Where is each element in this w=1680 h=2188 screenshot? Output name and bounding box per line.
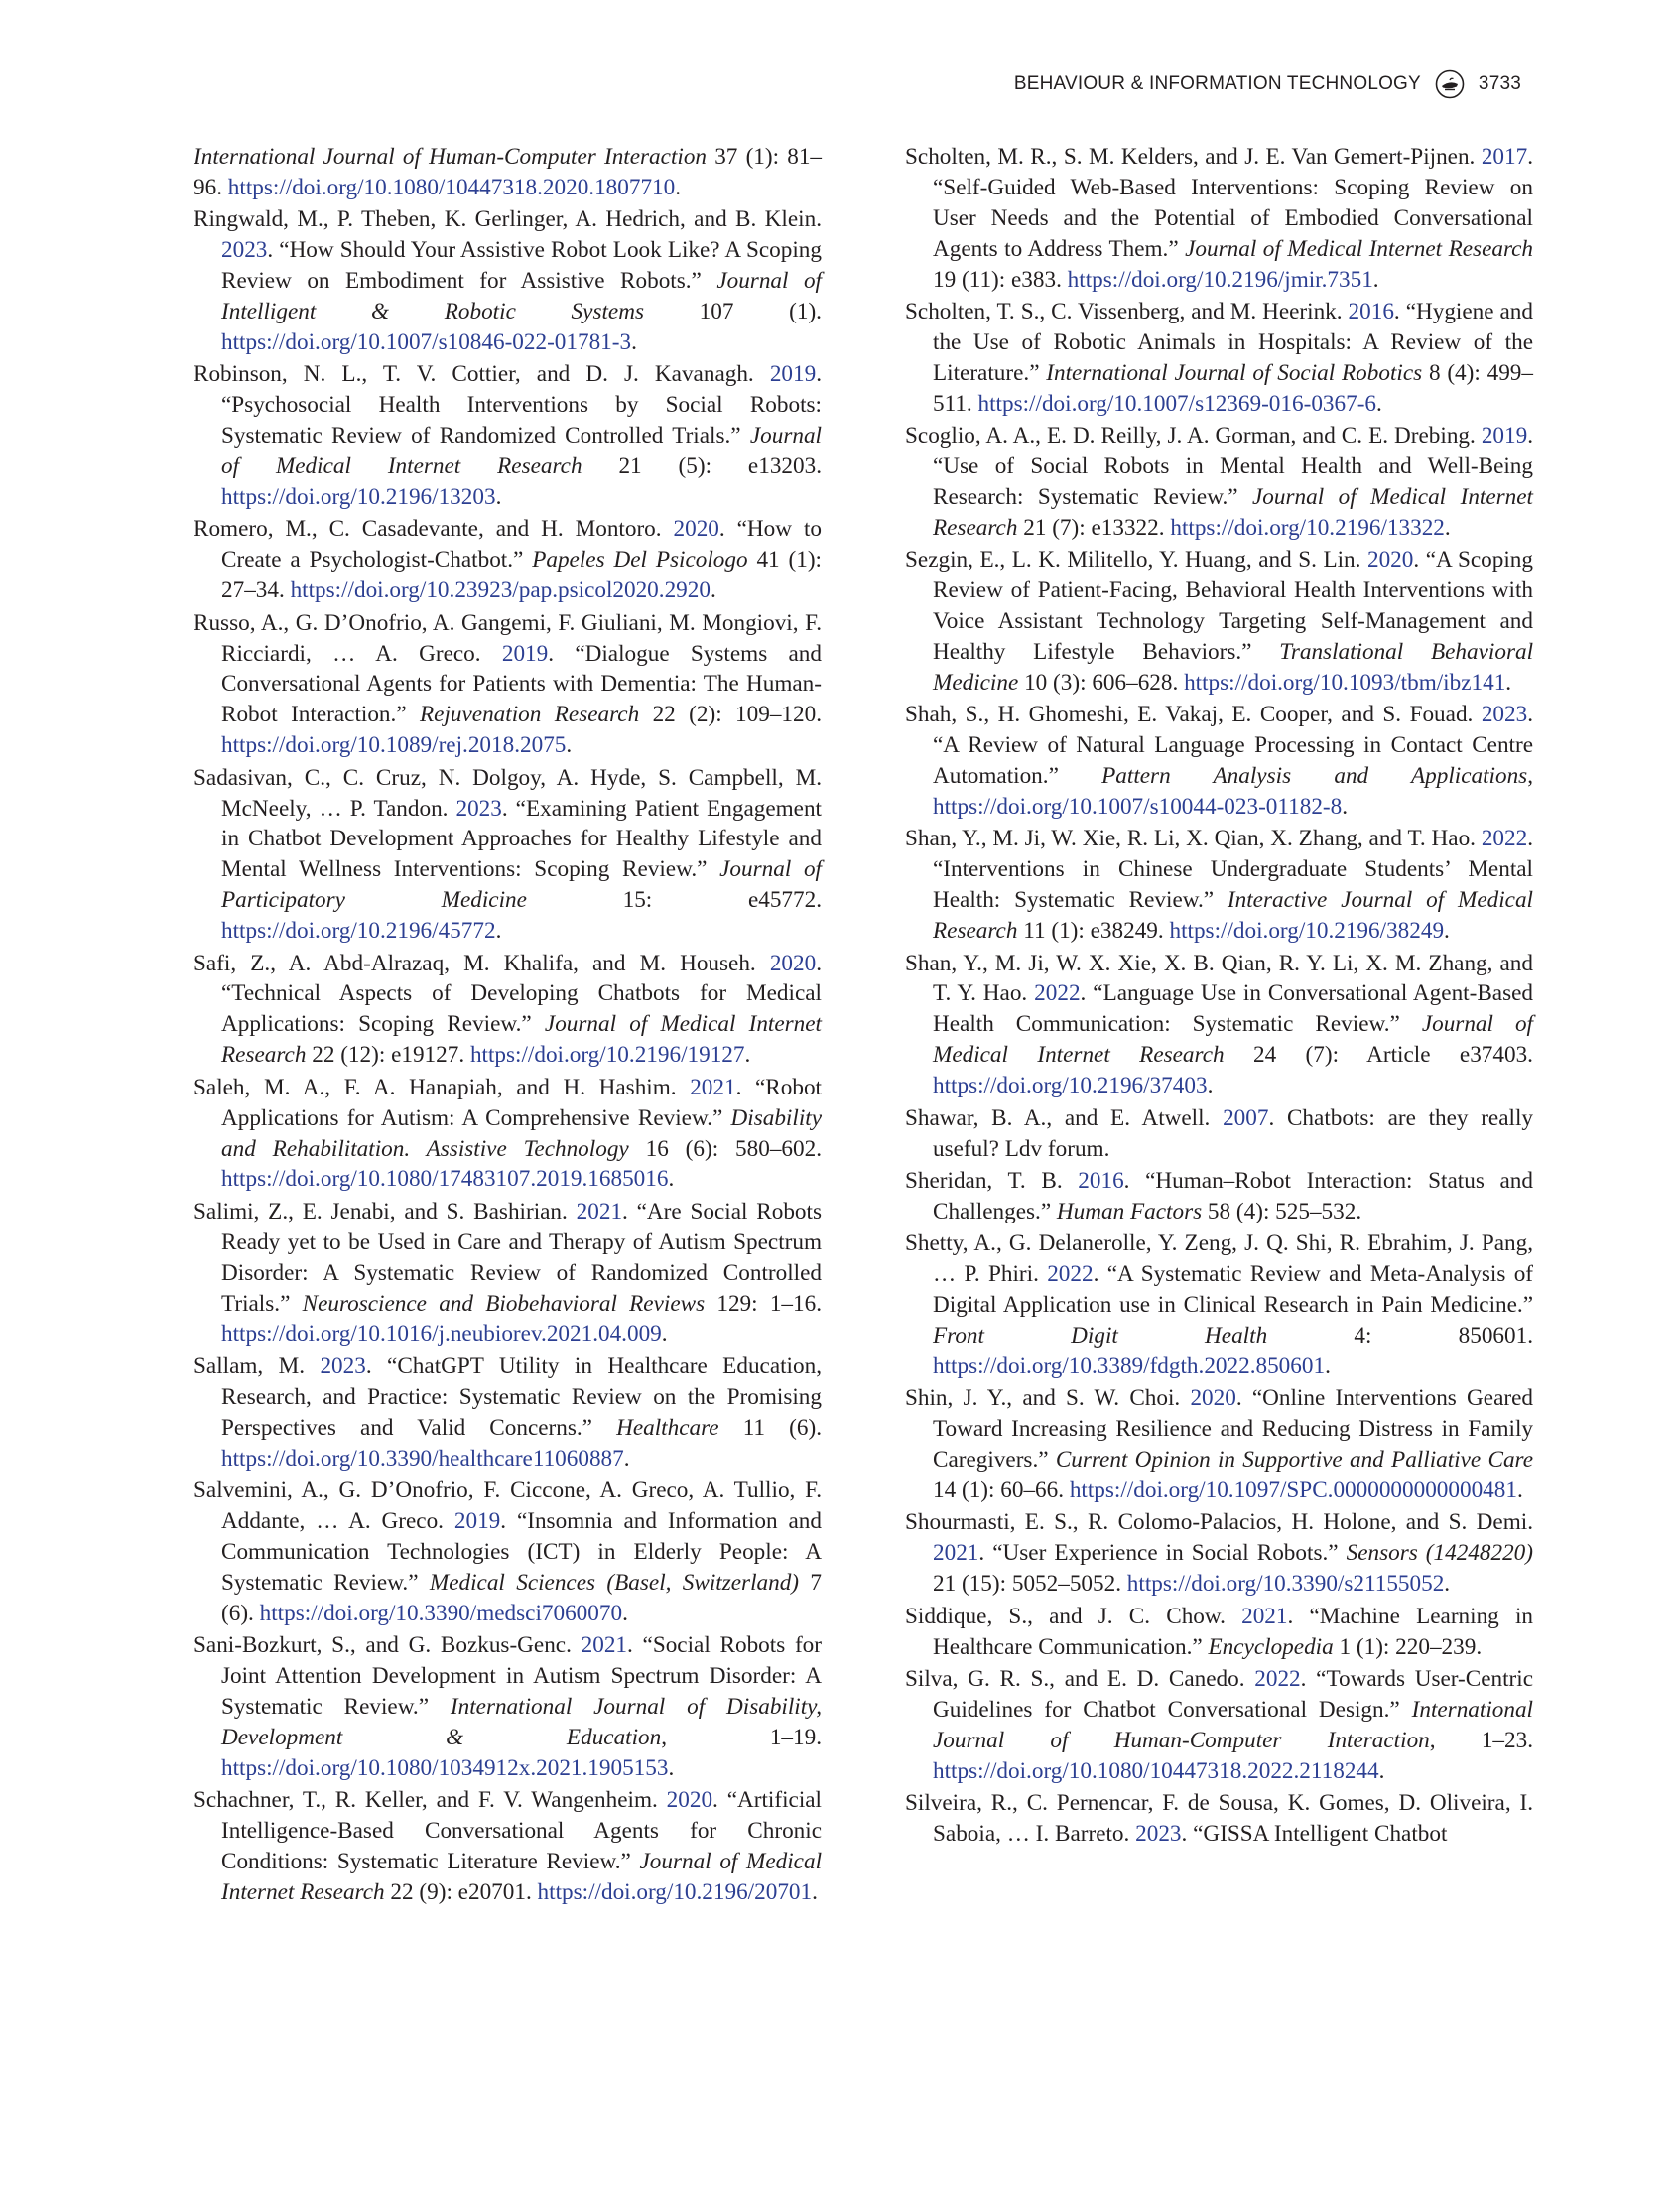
ref-authors: Shin, J. Y., and S. W. Choi. — [905, 1385, 1191, 1412]
reference-entry — [905, 949, 1533, 1102]
journal-title: BEHAVIOUR & INFORMATION TECHNOLOGY — [1013, 73, 1421, 94]
ref-doi[interactable]: https://doi.org/10.2196/13203 — [221, 483, 496, 510]
ref-end: . — [1325, 1352, 1331, 1379]
ref-end: . — [675, 174, 682, 200]
reference-entry — [905, 545, 1533, 699]
reference-entry — [194, 514, 822, 606]
ref-pages: 15: e45772. — [526, 887, 822, 914]
reference-entry — [194, 949, 822, 1072]
ref-doi[interactable]: https://doi.org/10.1089/rej.2018.2075 — [221, 732, 567, 759]
ref-year[interactable]: 2023 — [221, 237, 268, 264]
ref-doi[interactable]: https://doi.org/10.1093/tbm/ibz141 — [1184, 669, 1506, 696]
ref-year[interactable]: 2020 — [666, 1787, 713, 1814]
ref-end: . — [812, 1878, 818, 1905]
ref-pages: 21 (7): e13322. — [1017, 514, 1171, 541]
ref-doi[interactable]: https://doi.org/10.2196/20701 — [537, 1878, 813, 1905]
ref-year[interactable]: 2019 — [1481, 423, 1528, 450]
reference-entry — [905, 1788, 1533, 1850]
ref-venue: Journal of Participatory Medicine — [221, 856, 822, 914]
ref-venue: Medical Sciences (Basel, Switzerland) — [429, 1569, 800, 1596]
ref-pages: 8 (4): 499–511. — [933, 359, 1533, 417]
ref-venue: Interactive Journal of Medical Research — [933, 887, 1533, 945]
ref-pages: , — [1527, 763, 1533, 790]
ref-venue: Journal of Intelligent & Robotic Systems — [221, 268, 822, 325]
ref-title: . “ChatGPT Utility in Healthcare Education, Research, and Practice: Systematic Review on the Promising Perspectives and Valid Concerns.” — [221, 1352, 822, 1441]
ref-venue: Papeles Del Psicologo — [532, 547, 748, 574]
ref-pages: 37 (1): 81–96. — [194, 144, 823, 200]
ref-authors: Sezgin, E., L. K. Militello, Y. Huang, and S. Lin. — [905, 547, 1367, 574]
ref-end: . — [1516, 1477, 1523, 1503]
ref-pages: 1 (1): 220–239. — [1333, 1633, 1483, 1660]
ref-authors: Shan, Y., M. Ji, W. Xie, R. Li, X. Qian, X. Zhang, and T. Hao. — [905, 826, 1482, 852]
reference-entry — [905, 421, 1533, 544]
reference-entry — [194, 1476, 822, 1629]
reference-entry — [905, 700, 1533, 823]
ref-pages: 22 (12): e19127. — [306, 1042, 470, 1069]
ref-year[interactable]: 2023 — [320, 1352, 366, 1379]
ref-authors: Salimi, Z., E. Jenabi, and S. Bashirian. — [194, 1198, 577, 1224]
ref-doi[interactable]: https://doi.org/10.1007/s10846-022-01781-3 — [221, 328, 632, 355]
ref-title: . “A Scoping Review of Patient-Facing, Behavioral Health Interventions with Voice Assistant Technology Targeting Self-Management and Healthy Lifestyle Behaviors.” — [933, 547, 1533, 665]
ref-doi[interactable]: https://doi.org/10.1007/s10044-023-01182-8 — [933, 794, 1343, 821]
ref-title: . “Machine Learning in Healthcare Communication.” — [933, 1603, 1533, 1660]
ref-end: . — [668, 1754, 675, 1781]
ref-end: . — [1444, 1571, 1451, 1598]
ref-authors: Sallam, M. — [194, 1352, 321, 1379]
ref-year[interactable]: 2007 — [1223, 1104, 1269, 1131]
ref-venue: Front Digit Health — [933, 1322, 1268, 1349]
reference-list — [194, 142, 1533, 2077]
ref-venue: Translational Behavioral Medicine — [933, 639, 1534, 696]
ref-title: . “Towards User-Centric Guidelines for Chatbot Conversational Design.” — [933, 1665, 1533, 1723]
ref-year[interactable]: 2019 — [453, 1507, 501, 1534]
ref-authors: Siddique, S., and J. C. Chow. — [905, 1603, 1242, 1629]
ref-end: . — [1372, 266, 1379, 293]
ref-pages: 129: 1–16. — [705, 1290, 822, 1317]
ref-doi[interactable]: https://doi.org/10.3390/medsci7060070 — [259, 1600, 623, 1626]
ref-authors: Saleh, M. A., F. A. Hanapiah, and H. Hashim. — [194, 1074, 691, 1100]
ref-doi[interactable]: https://doi.org/10.23923/pap.psicol2020.2920 — [290, 578, 711, 604]
ref-end: . — [1342, 794, 1349, 821]
ref-venue: Journal of Medical Internet Research — [221, 1011, 822, 1069]
ref-title: . “Hygiene and the Use of Robotic Animals in Hospitals: A Review of the Literature.” — [933, 299, 1533, 386]
reference-entry — [194, 1351, 822, 1475]
ref-venue: Rejuvenation Research — [420, 702, 640, 728]
ref-pages: 11 (6). — [718, 1414, 822, 1441]
ref-doi[interactable]: https://doi.org/10.3389/fdgth.2022.850601 — [933, 1352, 1326, 1379]
ref-year[interactable]: 2020 — [1190, 1385, 1236, 1412]
ref-authors: Safi, Z., A. Abd-Alrazaq, M. Khalifa, and M. Househ. — [194, 950, 770, 976]
reference-entry — [194, 1197, 822, 1351]
ref-doi[interactable]: https://doi.org/10.1097/SPC.0000000000000481 — [1069, 1477, 1517, 1503]
reference-entry — [905, 824, 1533, 947]
ref-end: . — [623, 1445, 630, 1472]
reference-entry — [194, 608, 822, 762]
ref-year[interactable]: 2021 — [576, 1198, 623, 1224]
ref-end: . — [661, 1321, 668, 1348]
ref-title: . “User Experience in Social Robots.” — [978, 1540, 1347, 1567]
ref-authors: Sheridan, T. B. — [905, 1167, 1079, 1194]
ref-year[interactable]: 2017 — [1481, 144, 1528, 170]
taylor-francis-lamp-icon — [1435, 69, 1465, 99]
ref-year[interactable]: 2022 — [1047, 1261, 1094, 1288]
ref-pages: 22 (2): 109–120. — [639, 702, 822, 728]
page-number: 3733 — [1478, 73, 1521, 94]
ref-authors: Shah, S., H. Ghomeshi, E. Vakaj, E. Cooper, and S. Fouad. — [905, 702, 1482, 728]
reference-entry — [905, 142, 1533, 296]
ref-year[interactable]: 2020 — [769, 950, 817, 976]
ref-pages: 7 (6). — [221, 1569, 822, 1626]
ref-doi[interactable]: https://doi.org/10.1080/17483107.2019.1685016 — [221, 1166, 669, 1193]
reference-entry — [905, 297, 1533, 420]
ref-title: . Chatbots: are they really useful? Ldv forum. — [933, 1104, 1533, 1162]
ref-title: . “How Should Your Assistive Robot Look Like? A Scoping Review on Embodiment for Assistive Robots.” — [221, 237, 822, 295]
ref-doi[interactable]: https://doi.org/10.2196/13322 — [1170, 514, 1445, 541]
ref-pages: 58 (4): 525–532. — [1202, 1198, 1362, 1224]
reference-entry — [905, 1166, 1533, 1227]
ref-venue: Encyclopedia — [1208, 1633, 1334, 1660]
reference-entry — [194, 142, 822, 203]
ref-authors: Schachner, T., R. Keller, and F. V. Wangenheim. — [194, 1787, 667, 1814]
ref-pages: 24 (7): Article e37403. — [1224, 1042, 1533, 1069]
ref-year[interactable]: 2023 — [1481, 702, 1528, 728]
ref-authors: Salvemini, A., G. D’Onofrio, F. Ciccone, A. Greco, A. Tullio, F. Addante, … A. Greco. — [194, 1477, 822, 1534]
ref-venue: Human Factors — [1056, 1198, 1203, 1224]
ref-authors: Romero, M., C. Casadevante, and H. Montoro. — [194, 516, 674, 543]
ref-pages: 21 (15): 5052–5052. — [933, 1571, 1127, 1598]
ref-year[interactable]: 2022 — [1034, 980, 1081, 1007]
ref-year[interactable]: 2022 — [1481, 826, 1528, 852]
reference-entry — [905, 1383, 1533, 1506]
ref-end: . — [622, 1600, 628, 1626]
running-head — [1014, 69, 1521, 99]
ref-year[interactable]: 2021 — [933, 1540, 979, 1567]
ref-title: . “Self-Guided Web-Based Interventions: Scoping Review on User Needs and the Potential of Embodied Conversational Agents to Address Them.” — [933, 144, 1533, 262]
reference-entry — [194, 763, 822, 947]
ref-end: . — [1376, 390, 1382, 417]
ref-doi[interactable]: https://doi.org/10.2196/38249 — [1169, 918, 1445, 945]
reference-entry — [905, 1103, 1533, 1165]
ref-authors: Russo, A., G. D’Onofrio, A. Gangemi, F. Giuliani, M. Mongiovi, F. Ricciardi, … A. Greco. — [194, 609, 822, 667]
ref-venue: International Journal of Disability, Development & Education — [221, 1693, 822, 1750]
ref-venue: Journal of Medical Internet Research — [933, 483, 1533, 541]
ref-pages: 16 (6): 580–602. — [628, 1135, 822, 1162]
ref-venue: Neuroscience and Biobehavioral Reviews — [302, 1290, 706, 1317]
ref-title: . “Psychosocial Health Interventions by Social Robots: Systematic Review of Randomized Controlled Trials.” — [221, 361, 822, 450]
ref-pages: 19 (11): e383. — [933, 266, 1068, 293]
ref-doi[interactable]: https://doi.org/10.1080/10447318.2022.2118244 — [933, 1757, 1379, 1784]
ref-authors: Silva, G. R. S., and E. D. Canedo. — [905, 1665, 1255, 1692]
ref-title: . “Dialogue Systems and Conversational Agents for Patients with Dementia: The Human-Robot Interaction.” — [221, 640, 822, 728]
ref-title: . “How to Create a Psychologist-Chatbot.” — [221, 516, 822, 574]
ref-authors: Scholten, M. R., S. M. Kelders, and J. E. Van Gemert-Pijnen. — [905, 144, 1482, 170]
ref-venue: Pattern Analysis and Applications — [1101, 763, 1528, 790]
ref-year[interactable]: 2022 — [1254, 1665, 1301, 1692]
ref-authors: Shan, Y., M. Ji, W. X. Xie, X. B. Qian, R. Y. Li, X. M. Zhang, and T. Y. Hao. — [905, 950, 1533, 1007]
ref-year[interactable]: 2021 — [581, 1632, 627, 1658]
ref-authors: Sani-Bozkurt, S., and G. Bozkus-Genc. — [194, 1632, 582, 1658]
ref-year[interactable]: 2016 — [1348, 299, 1394, 325]
ref-doi[interactable]: https://doi.org/10.3390/healthcare11060887 — [221, 1445, 624, 1472]
ref-authors: Robinson, N. L., T. V. Cottier, and D. J. Kavanagh. — [194, 361, 770, 388]
ref-year[interactable]: 2021 — [1241, 1603, 1288, 1629]
ref-doi[interactable]: https://doi.org/10.2196/37403 — [933, 1073, 1208, 1099]
ref-doi[interactable]: https://doi.org/10.2196/jmir.7351 — [1067, 266, 1373, 293]
ref-venue: Disability and Rehabilitation. Assistive Technology — [221, 1104, 822, 1162]
ref-year[interactable]: 2016 — [1078, 1167, 1124, 1194]
references-column-right — [905, 142, 1533, 2077]
reference-entry — [194, 1073, 822, 1196]
ref-pages: 11 (1): e38249. — [1017, 918, 1170, 945]
ref-doi[interactable]: https://doi.org/10.1016/j.neubiorev.2021.04.009 — [221, 1321, 662, 1348]
ref-authors: Sadasivan, C., C. Cruz, N. Dolgoy, A. Hyde, S. Campbell, M. McNeely, … P. Tandon. — [194, 764, 822, 822]
ref-year[interactable]: 2019 — [501, 640, 549, 667]
ref-end: . — [1444, 918, 1450, 945]
ref-title: . “Use of Social Robots in Mental Health and Well-Being Research: Systematic Review.” — [933, 423, 1533, 510]
ref-year[interactable]: 2023 — [455, 795, 502, 822]
ref-end: . — [668, 1166, 675, 1193]
ref-title: . “Human–Robot Interaction: Status and Challenges.” — [933, 1167, 1533, 1224]
ref-pages: 4: 850601. — [1267, 1322, 1533, 1349]
ref-title: . “GISSA Intelligent Chatbot — [1181, 1820, 1448, 1847]
ref-end: . — [631, 328, 637, 355]
ref-end: . — [1378, 1757, 1385, 1784]
ref-authors: Ringwald, M., P. Theben, K. Gerlinger, A. Hedrich, and B. Klein. — [194, 206, 822, 233]
ref-title: . “Insomnia and Information and Communication Technologies (ICT) in Elderly People: A Systematic Review.” — [221, 1507, 822, 1596]
ref-title: . “Language Use in Conversational Agent-Based Health Communication: Systematic Review.” — [933, 980, 1533, 1038]
ref-pages: 41 (1): 27–34. — [221, 547, 822, 604]
ref-pages: 10 (3): 606–628. — [1018, 669, 1185, 696]
ref-end: . — [1207, 1073, 1214, 1099]
ref-end: . — [710, 578, 716, 604]
ref-pages: , 1–23. — [1429, 1727, 1534, 1753]
ref-title: . “A Systematic Review and Meta-Analysis of Digital Application use in Clinical Research in Pain Medicine.” — [933, 1261, 1534, 1319]
reference-entry — [905, 1664, 1533, 1787]
ref-venue: International Journal of Human-Computer Interaction — [194, 144, 708, 170]
ref-authors: Scholten, T. S., C. Vissenberg, and M. Heerink. — [905, 299, 1349, 325]
reference-entry — [194, 359, 822, 513]
ref-venue: International Journal of Social Robotics — [1046, 359, 1423, 386]
ref-authors: Silveira, R., C. Pernencar, F. de Sousa, K. Gomes, D. Oliveira, I. Saboia, … I. Barreto. — [905, 1790, 1533, 1847]
ref-pages: 14 (1): 60–66. — [933, 1477, 1070, 1503]
ref-year[interactable]: 2021 — [690, 1074, 736, 1100]
ref-title: . “Examining Patient Engagement in Chatbot Development Approaches for Healthy Lifestyle and Mental Wellness Interventions: Scoping Review.” — [221, 795, 822, 883]
ref-pages: 22 (9): e20701. — [384, 1878, 538, 1905]
reference-entry — [905, 1602, 1533, 1663]
ref-pages: , 1–19. — [661, 1724, 823, 1750]
ref-doi[interactable]: https://doi.org/10.2196/19127 — [469, 1042, 745, 1069]
ref-venue: International Journal of Human-Computer Interaction — [933, 1696, 1533, 1753]
ref-title: . “A Review of Natural Language Processing in Contact Centre Automation.” — [933, 702, 1533, 790]
ref-venue: Journal of Medical Internet Research — [933, 1011, 1533, 1069]
ref-year[interactable]: 2020 — [1366, 547, 1414, 574]
ref-year[interactable]: 2019 — [769, 361, 817, 388]
reference-entry — [905, 1228, 1533, 1382]
ref-title: . “Technical Aspects of Developing Chatbots for Medical Applications: Scoping Review.” — [221, 950, 822, 1038]
ref-authors: Shetty, A., G. Delanerolle, Y. Zeng, J. Q. Shi, R. Ebrahim, J. Pang, … P. Phiri. — [905, 1230, 1533, 1288]
ref-end: . — [1444, 514, 1451, 541]
ref-end: . — [566, 732, 573, 759]
ref-authors: Shourmasti, E. S., R. Colomo-Palacios, H. Holone, and S. Demi. — [905, 1509, 1533, 1536]
ref-title: . “Online Interventions Geared Toward Increasing Resilience and Reducing Distress in Family Caregivers.” — [933, 1385, 1533, 1474]
ref-title: . “Social Robots for Joint Attention Development in Autism Spectrum Disorder: A Systematic Review.” — [221, 1632, 822, 1720]
ref-title: . “Are Social Robots Ready yet to be Used in Care and Therapy of Autism Spectrum Disorder: A Systematic Review of Randomized Controlled Trials.” — [221, 1198, 822, 1317]
ref-doi[interactable]: https://doi.org/10.3390/s21155052 — [1126, 1571, 1445, 1598]
ref-end: . — [495, 483, 502, 510]
ref-authors: Scoglio, A. A., E. D. Reilly, J. A. Gorman, and C. E. Drebing. — [905, 423, 1482, 450]
reference-entry — [905, 1507, 1533, 1600]
reference-entry — [194, 204, 822, 358]
ref-venue: Sensors (14248220) — [1346, 1540, 1533, 1567]
reference-entry — [194, 1785, 822, 1908]
ref-title: . “Interventions in Chinese Undergraduate Students’ Mental Health: Systematic Review.” — [933, 826, 1533, 914]
ref-venue: Journal of Medical Internet Research — [1185, 235, 1533, 262]
ref-doi[interactable]: https://doi.org/10.1080/1034912x.2021.1905153 — [221, 1754, 669, 1781]
ref-end: . — [1505, 669, 1512, 696]
ref-authors: Shawar, B. A., and E. Atwell. — [905, 1104, 1224, 1131]
ref-venue: Current Opinion in Supportive and Palliative Care — [1055, 1447, 1533, 1474]
ref-pages: 107 (1). — [643, 299, 822, 325]
ref-end: . — [495, 918, 502, 945]
ref-doi[interactable]: https://doi.org/10.1007/s12369-016-0367-6 — [977, 390, 1377, 417]
ref-doi[interactable]: https://doi.org/10.1080/10447318.2020.1807710 — [227, 174, 676, 200]
ref-end: . — [744, 1042, 751, 1069]
ref-year[interactable]: 2020 — [673, 516, 719, 543]
ref-doi[interactable]: https://doi.org/10.2196/45772 — [221, 918, 496, 945]
ref-pages: 21 (5): e13203. — [582, 453, 822, 480]
ref-venue: Healthcare — [616, 1414, 719, 1441]
ref-title: . “Robot Applications for Autism: A Comprehensive Review.” — [221, 1074, 822, 1131]
ref-venue: Journal of Medical Internet Research — [221, 423, 822, 480]
ref-venue: Journal of Medical Internet Research — [221, 1848, 823, 1905]
reference-entry — [194, 1630, 822, 1784]
ref-title: . “Artificial Intelligence-Based Conversational Agents for Chronic Conditions: Systematic Literature Review.” — [221, 1787, 822, 1874]
references-column-left — [194, 142, 822, 2077]
ref-year[interactable]: 2023 — [1135, 1820, 1182, 1847]
